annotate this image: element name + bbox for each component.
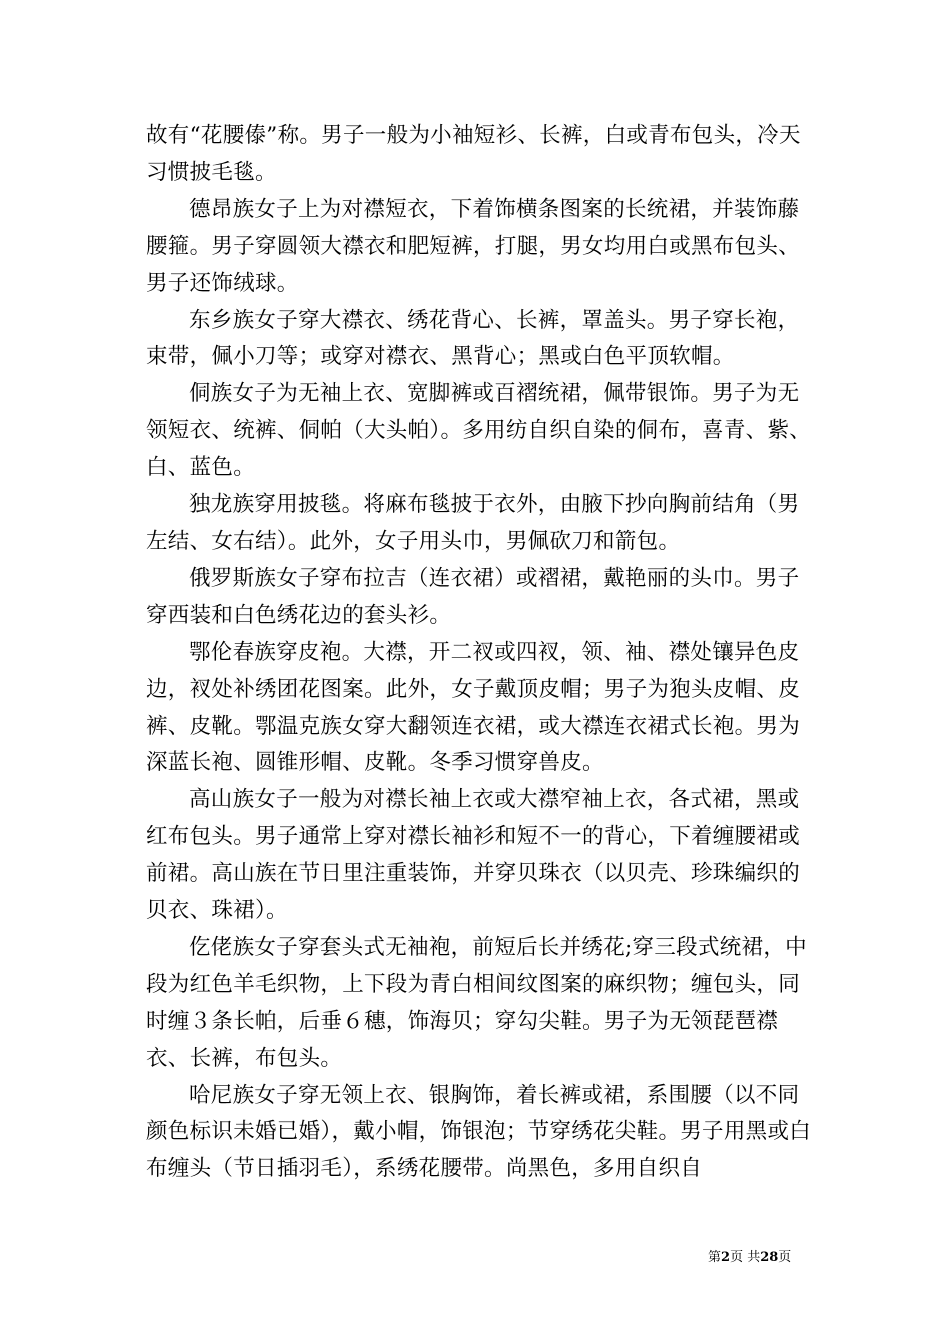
paragraph-continuation: 故有“花腰傣”称。男子一般为小袖短衫、长裤，白或青布包头，冷天习惯披毛毯。 — [146, 123, 801, 185]
footer-suffix: 页 — [778, 1250, 792, 1265]
current-page-number: 2 — [721, 1250, 731, 1265]
total-page-number: 28 — [760, 1250, 779, 1265]
body-text — [146, 118, 816, 1188]
paragraph-russian: 俄罗斯族女子穿布拉吉（连衣裙）或褶裙，戴艳丽的头巾。男子穿西装和白色绣花边的套头衫。 — [146, 565, 800, 628]
paragraph-gelao: 仡佬族女子穿套头式无袖袍，前短后长并绣花;穿三段式统裙，中段为红色羊毛织物，上下段为青白相间纹图案的麻织物；缠包头，同时缠３条长帕，后垂６穗，饰海贝；穿勾尖鞋。男子为无领琵琶襟衣、长裤，布包头。 — [146, 934, 807, 1071]
paragraph-gaoshan: 高山族女子一般为对襟长袖上衣或大襟窄袖上衣，各式裙，黑或红布包头。男子通常上穿对襟长袖衫和短不一的背心，下着缠腰裙或前裙。高山族在节日里注重装饰，并穿贝珠衣（以贝壳、珍珠编织的贝衣、珠裙）。 — [146, 787, 801, 924]
paragraph-deang: 德昂族女子上为对襟短衣，下着饰横条图案的长统裙，并装饰藤腰箍。男子穿圆领大襟衣和肥短裤，打腿，男女均用白或黑布包头、男子还饰绒球。 — [146, 196, 801, 296]
paragraph-dulong: 独龙族穿用披毯。将麻布毯披于衣外，由腋下抄向胸前结角（男左结、女右结）。此外，女子用头巾，男佩砍刀和箭包。 — [146, 492, 800, 554]
paragraph-dongxiang: 东乡族女子穿大襟衣、绣花背心、长裤，罩盖头。男子穿长袍，束带，佩小刀等；或穿对襟衣、黑背心；黑或白色平顶软帽。 — [146, 307, 800, 370]
footer-prefix: 第 — [708, 1250, 722, 1265]
paragraph-dong: 侗族女子为无袖上衣、宽脚裤或百褶统裙，佩带银饰。男子为无领短衣、统裤、侗帕（大头帕）。多用纺自织自染的侗布，喜青、紫、白、蓝色。 — [146, 381, 812, 481]
page-number-footer — [708, 1250, 791, 1266]
footer-middle: 页 共 — [730, 1250, 761, 1265]
paragraph-oroqen: 鄂伦春族穿皮袍。大襟，开二衩或四衩，领、袖、襟处镶异色皮边，衩处补绣团花图案。此外，女子戴顶皮帽；男子为狍头皮帽、皮裤、皮靴。鄂温克族女穿大翻领连衣裙，或大襟连衣裙式长袍。男为深蓝长袍、圆锥形帽、皮靴。冬季习惯穿兽皮。 — [146, 639, 801, 776]
paragraph-hani: 哈尼族女子穿无领上衣、银胸饰，着长裤或裙，系围腰（以不同颜色标识未婚已婚），戴小帽，饰银泡；节穿绣花尖鞋。男子用黑或白布缠头（节日插羽毛），系绣花腰带。尚黑色，多用自织自 — [146, 1082, 812, 1182]
